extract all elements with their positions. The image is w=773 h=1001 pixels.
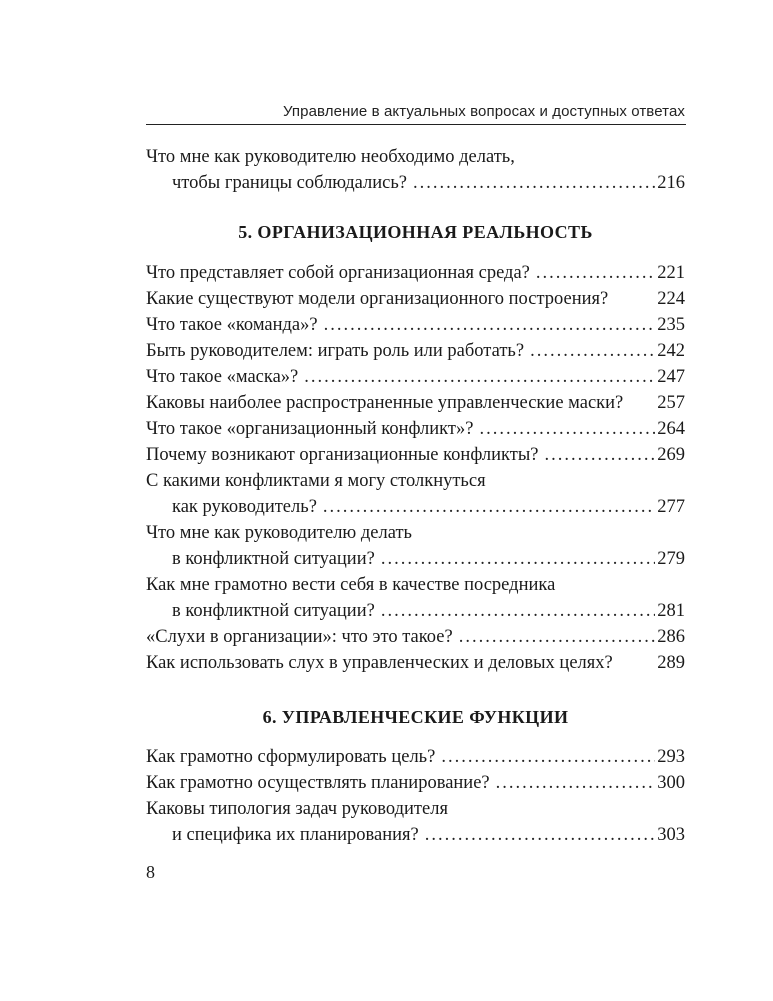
header-rule (146, 124, 686, 125)
toc-entry-text: Быть руководителем: играть роль или работать? (146, 341, 525, 361)
leader-dots (479, 416, 655, 442)
toc-page-number: 279 (657, 549, 685, 569)
leader-dots (459, 624, 656, 650)
toc-entry[interactable] (146, 744, 685, 770)
toc-entry[interactable] (146, 416, 685, 442)
leader-dots (425, 822, 656, 848)
toc-entry-text: как руководитель? (172, 497, 317, 517)
toc-entry[interactable] (146, 770, 685, 796)
section-5-title: 5. ОРГАНИЗАЦИОННАЯ РЕАЛЬНОСТЬ (238, 222, 593, 242)
toc-entry-text: Почему возникают организационные конфликты? (146, 445, 539, 465)
toc-entry-text: «Слухи в организации»: что это такое? (146, 627, 453, 647)
toc-page-number: 277 (657, 497, 685, 517)
toc-entry-text: С какими конфликтами я могу столкнуться (146, 471, 486, 491)
toc-entry[interactable] (146, 442, 685, 468)
toc-page-number: 224 (657, 289, 685, 309)
leader-dots (544, 442, 655, 468)
leader-dots (381, 546, 655, 572)
leader-dots (381, 598, 655, 624)
leader-dots (441, 744, 655, 770)
toc-entry-text: Каковы типология задач руководителя (146, 799, 448, 819)
toc-entry-text: Что мне как руководителю необходимо делать, (146, 147, 515, 167)
toc-entry-text: Каковы наиболее распространенные управленческие маски? (146, 393, 624, 413)
toc-entry-text: Как использовать слух в управленческих и деловых целях? (146, 653, 613, 673)
toc-entry-text: в конфликтной ситуации? (172, 549, 375, 569)
toc-entry[interactable] (146, 624, 685, 650)
toc-page-number: 269 (657, 445, 685, 465)
toc-entry-text: в конфликтной ситуации? (172, 601, 375, 621)
toc-page-number: 300 (657, 773, 685, 793)
toc-entry[interactable] (146, 338, 685, 364)
toc-entry-text: Как грамотно осуществлять планирование? (146, 773, 490, 793)
toc-entry-text: Какие существуют модели организационного построения? (146, 289, 609, 309)
toc-entry-text: Что такое «организационный конфликт»? (146, 419, 474, 439)
toc-entry[interactable] (146, 260, 685, 286)
toc-page-number: 216 (657, 173, 685, 193)
leader-dots (530, 338, 655, 364)
toc-page-number: 257 (657, 393, 685, 413)
toc-page-number: 247 (657, 367, 685, 387)
toc-entry-text: Что такое «маска»? (146, 367, 299, 387)
toc-entry-text: чтобы границы соблюдались? (172, 173, 407, 193)
toc-page-number: 242 (657, 341, 685, 361)
toc-entry[interactable] (146, 572, 685, 624)
toc-page-number: 289 (657, 653, 685, 673)
toc-page-number: 293 (657, 747, 685, 767)
toc-entry-text: Что такое «команда»? (146, 315, 318, 335)
toc-entry[interactable] (146, 390, 685, 416)
toc-entry-text: Что мне как руководителю делать (146, 523, 412, 543)
toc-page-number: 303 (657, 825, 685, 845)
toc-entry[interactable] (146, 286, 685, 312)
toc-page-number: 235 (657, 315, 685, 335)
toc-entry-text: Как грамотно сформулировать цель? (146, 747, 436, 767)
running-head: Управление в актуальных вопросах и доступных ответах (282, 103, 685, 120)
leader-dots (323, 494, 655, 520)
toc-entry[interactable] (146, 364, 685, 390)
toc-entry-text: и специфика их планирования? (172, 825, 419, 845)
leader-dots (536, 260, 655, 286)
leader-dots (304, 364, 655, 390)
section-6-title: 6. УПРАВЛЕНЧЕСКИЕ ФУНКЦИИ (262, 707, 569, 727)
toc-entry[interactable] (146, 468, 685, 520)
toc-page-number: 264 (657, 419, 685, 439)
toc-entry[interactable] (146, 650, 685, 676)
toc-entry-lead[interactable] (146, 144, 685, 196)
leader-dots (413, 170, 655, 196)
toc-entry-text: Как мне грамотно вести себя в качестве посредника (146, 575, 556, 595)
toc-page-number: 281 (657, 601, 685, 621)
toc-entry[interactable] (146, 796, 685, 848)
toc-entry[interactable] (146, 312, 685, 338)
leader-dots (496, 770, 656, 796)
toc-page-number: 221 (657, 263, 685, 283)
page-number-folio: 8 (146, 862, 155, 882)
toc-entry[interactable] (146, 520, 685, 572)
toc-page-number: 286 (657, 627, 685, 647)
toc-entry-text: Что представляет собой организационная среда? (146, 263, 530, 283)
leader-dots (324, 312, 656, 338)
